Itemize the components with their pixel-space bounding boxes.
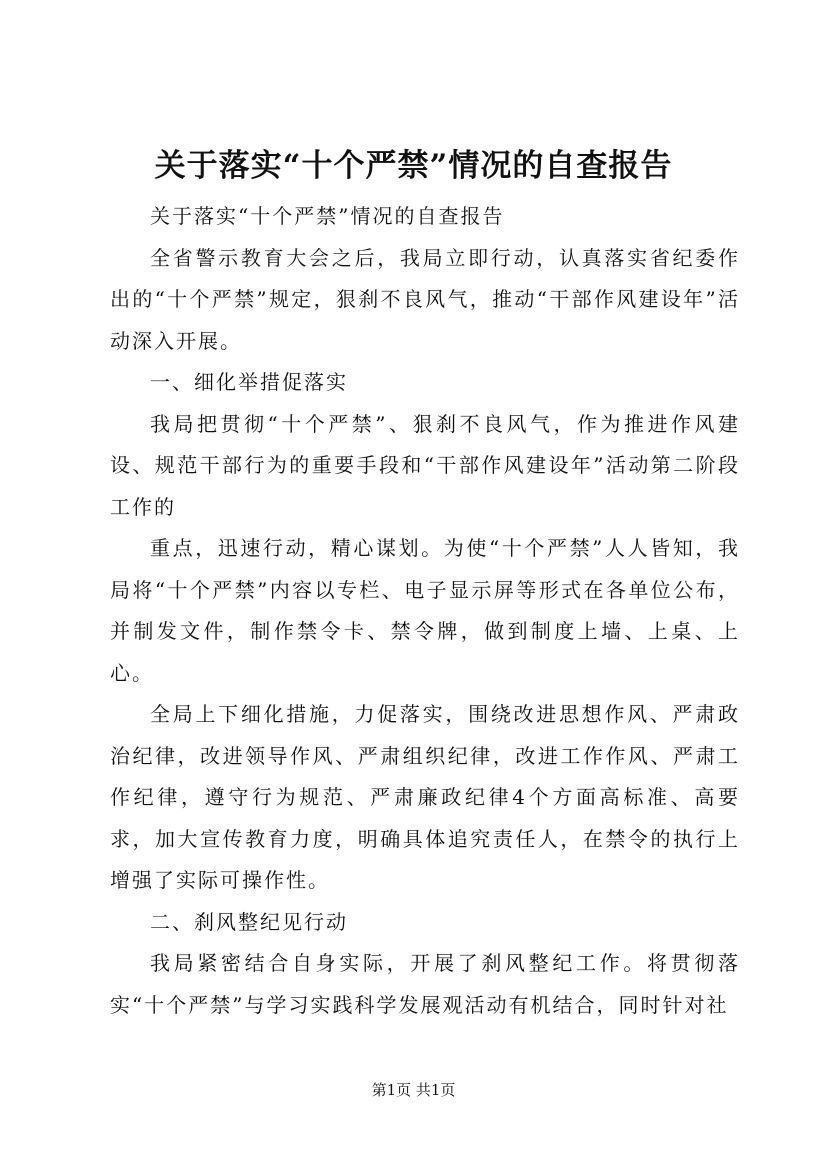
paragraph-subtitle: 关于落实“十个严禁”情况的自查报告 [150, 204, 505, 228]
document-title: 关于落实“十个严禁”情况的自查报告 [154, 148, 673, 184]
page-footer: 第1页 共1页 [371, 1081, 456, 1099]
paragraph: 全局上下细化措施，力促落实，围绕改进思想作风、严肃政治纪律，改进领导作风、严肃组织纪律，改进工作作风、严肃工作纪律，遵守行为规范、严肃廉政纪律4个方面高标准、高要求，加大宣传教育力度，明确具体追究责任人，在禁令的执行上增强了实际可操作性。 [110, 702, 740, 892]
paragraph: 我局把贯彻“十个严禁”、狠刹不良风气，作为推进作风建设、规范干部行为的重要手段和“干部作风建设年”活动第二阶段工作的 [110, 411, 740, 519]
section-heading-2: 二、刹风整纪见行动 [150, 909, 348, 934]
document-body [110, 196, 740, 1026]
paragraph-intro: 全省警示教育大会之后，我局立即行动，认真落实省纪委作出的“十个严禁”规定，狠刹不良风气，推动“干部作风建设年”活动深入开展。 [110, 245, 740, 353]
section-heading-1: 一、细化举措促落实 [150, 370, 348, 394]
paragraph: 重点，迅速行动，精心谋划。为使“十个严禁”人人皆知，我局将“十个严禁”内容以专栏、电子显示屏等形式在各单位公布，并制发文件，制作禁令卡、禁令牌，做到制度上墙、上桌、上心。 [110, 536, 740, 685]
paragraph: 我局紧密结合自身实际，开展了刹风整纪工作。将贯彻落实“十个严禁”与学习实践科学发展观活动有机结合，同时针对社 [110, 951, 740, 1017]
